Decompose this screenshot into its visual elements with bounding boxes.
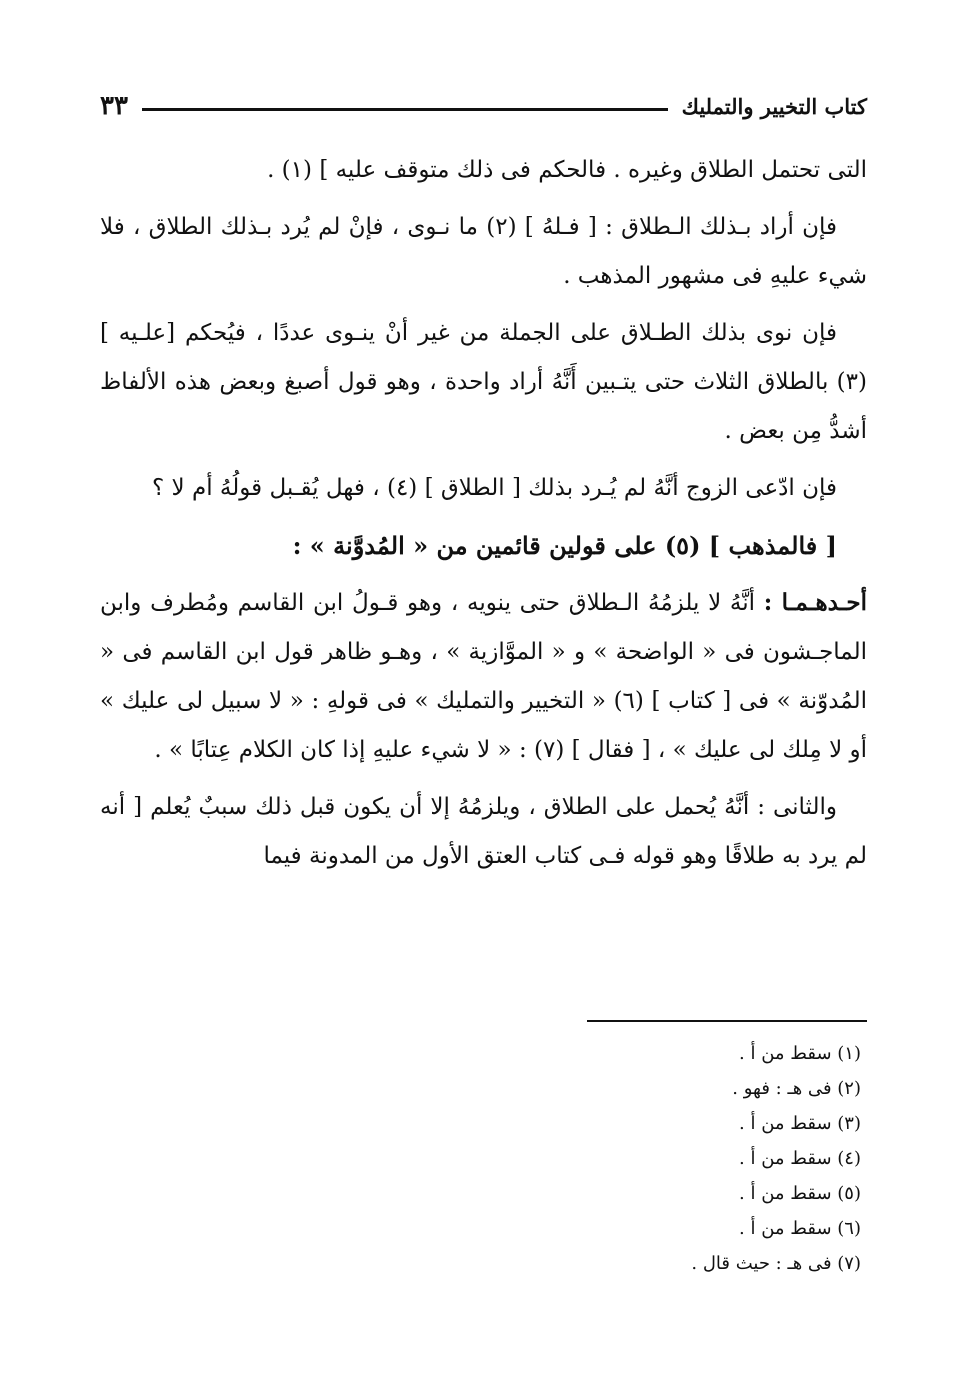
main-text [100, 146, 867, 889]
footnote: (٥) سقط من أ . [739, 1183, 861, 1204]
running-header [100, 86, 867, 126]
header-rule [142, 108, 668, 111]
paragraph-text: أنَّهُ لا يلزمُهُ الـطلاق حتى ينويه ، وهو قـولُ ابن القاسم ومُطرف وابن الماجـشون فى « الواضحة » و « الموَّازية » ، وهـو ظاهر قول ابن القاسم فى « المُدوّنة » فى [ كتاب ] (٦) « التخيير والتمليك » فى قولهِ : « لا سبيل لى عليك » أو لا مِلك لى عليك » ، [ فقال ] (٧) : « لا شيء عليهِ إذا كان الكلام عِتابًا » . [100, 590, 867, 763]
footnote: (٣) سقط من أ . [739, 1113, 861, 1134]
section-heading: [ فالمذهب ] (٥) على قولين قائمين من « المُدوَّنة » : [292, 531, 837, 560]
footnote: (٧) فى هـ : حيث قال . [691, 1253, 861, 1274]
paragraph: فإن ادّعى الزوج أنَّهُ لم يُـرد بذلك [ الطلاق ] (٤) ، فهل يُقـبل قولُهُ أم لا ؟ [152, 475, 837, 501]
footnote: (٢) فى هـ : فهو . [732, 1078, 861, 1099]
paragraph [100, 578, 867, 775]
chapter-title: كتاب التخيير والتمليك [681, 93, 867, 119]
paragraph-lead: أحـدهـمـا : [763, 589, 867, 616]
footnote: (٦) سقط من أ . [739, 1218, 861, 1239]
paragraph: والثانى : أنَّهُ يُحمل على الطلاق ، ويلزمُهُ إلا أن يكون قبل ذلك سببٌ يُعلم [ أنه لم يرد به طلاقًا وهو قوله فـى كتاب العتق الأول من المدونة فيما [100, 794, 867, 869]
page-number: ٣٣ [100, 91, 128, 121]
footnote: (٤) سقط من أ . [739, 1148, 861, 1169]
paragraph: التى تحتمل الطلاق وغيره . فالحكم فى ذلك متوقف عليه ] (١) . [267, 157, 867, 183]
paragraph: فإن نوى بذلك الطـلاق على الجملة من غير أنْ ينـوى عددًا ، فيُحكم [علـيه ] (٣) بالطلاق الثلاث حتى يتـبين أَنَّهُ أراد واحدة ، وهو قول أصبغ وبعض هذه الألفاظ أشدُّ مِن بعض . [100, 320, 867, 444]
footnotes [461, 1036, 861, 1281]
paragraph: فإن أراد بـذلك الـطلاق : [ فـلهُ ] (٢) ما نـوى ، فإنْ لم يُرد بـذلك الطلاق ، فلا شيء عليهِ فى مشهور المذهب . [100, 214, 867, 289]
footnote-separator [587, 1020, 867, 1022]
footnote: (١) سقط من أ . [739, 1043, 861, 1064]
